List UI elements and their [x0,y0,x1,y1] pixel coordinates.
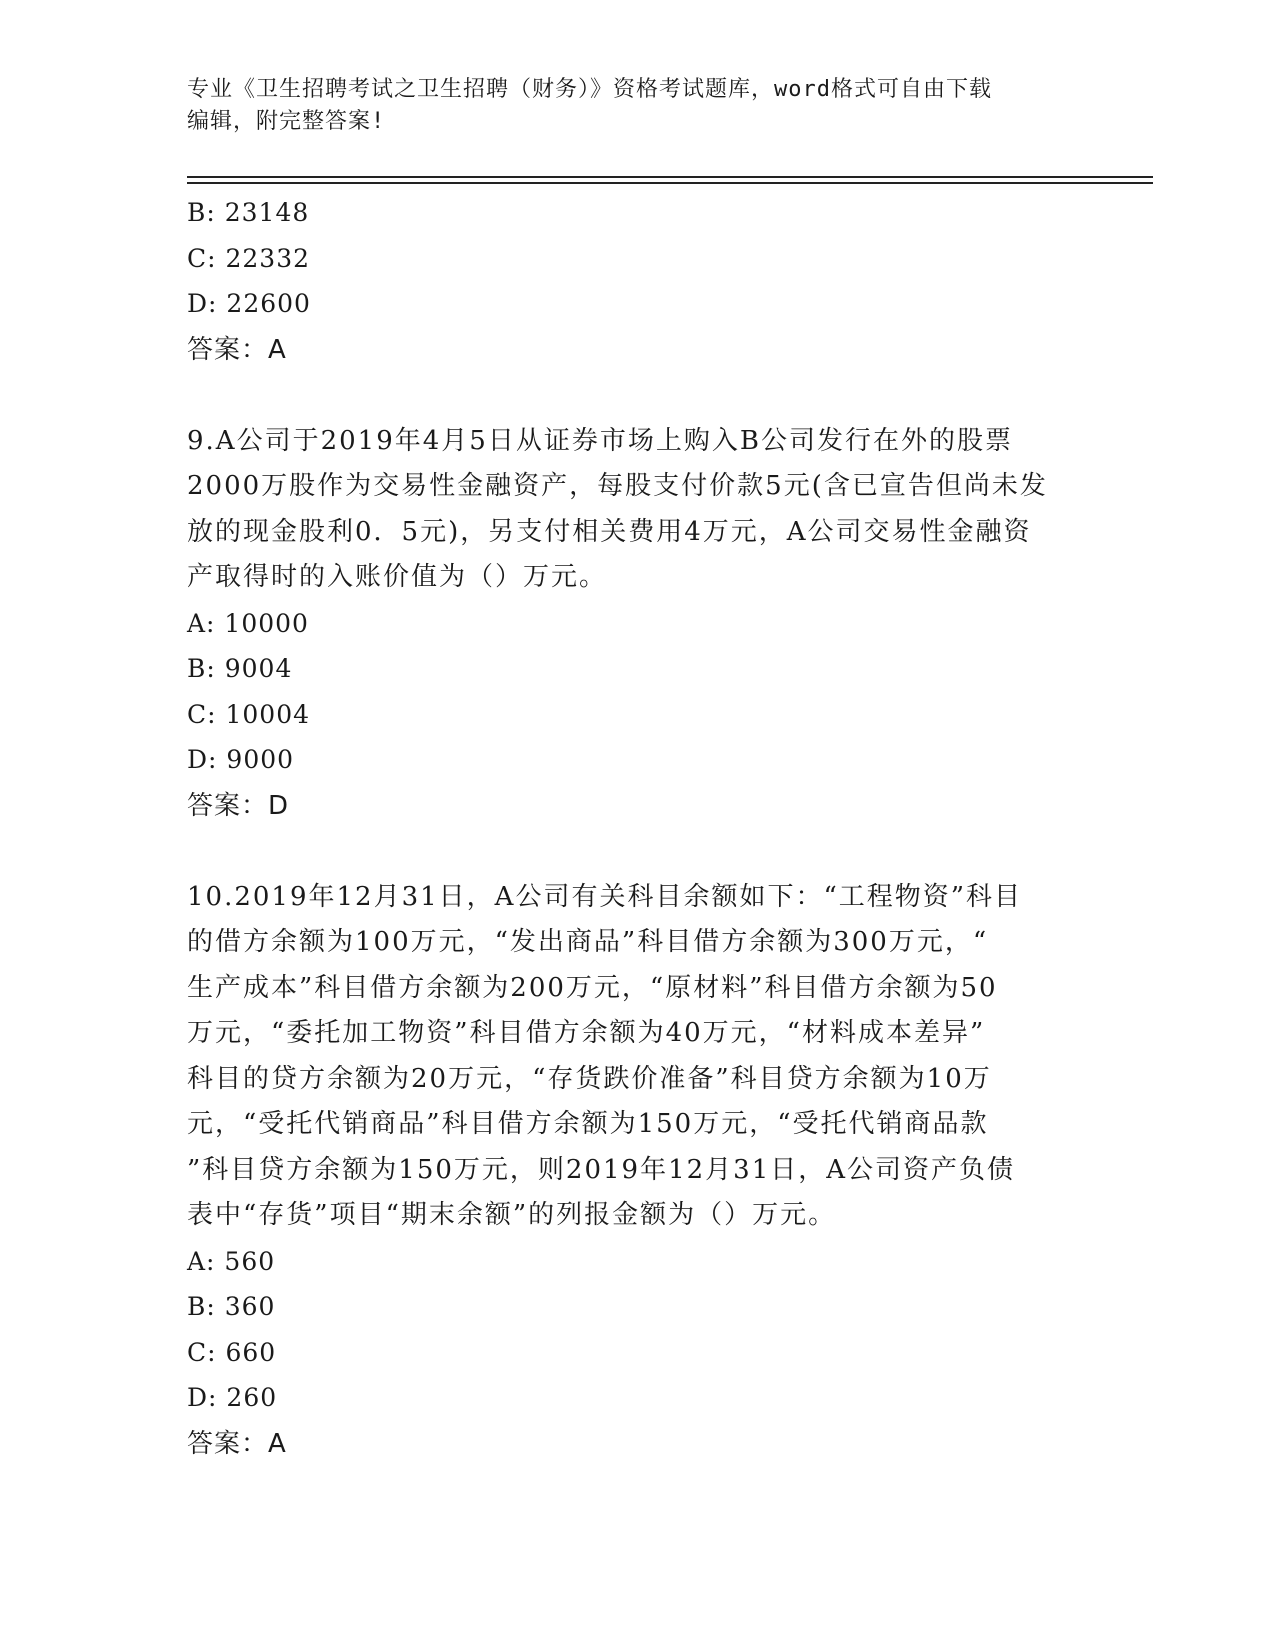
question-10 [187,875,1087,1467]
option-c: C: 10004 [187,699,311,729]
question-line: 科目的贷方余额为20万元，“存货跌价准备”科目贷方余额为10万 [187,1063,992,1094]
question-line: 10.2019年12月31日，A公司有关科目余额如下：“工程物资”科目 [187,881,1023,912]
option-a: A: 10000 [187,608,309,638]
question-line: 元，“受托代销商品”科目借方余额为150万元，“受托代销商品款 [187,1109,989,1139]
question-line: 产取得时的入账价值为（）万元。 [187,562,608,592]
option-d: D: 260 [187,1383,278,1412]
question-line: ”科目贷方余额为150万元，则2019年12月31日，A公司资产负债 [187,1154,1016,1185]
question-line: 2000万股作为交易性金融资产，每股支付价款5元(含已宣告但尚未发 [187,471,1048,501]
question-line: 的借方余额为100万元，“发出商品”科目借方余额为300万元，“ [187,927,989,957]
option-b: B: 9004 [187,654,293,683]
question-line: 万元，“委托加工物资”科目借方余额为40万元，“材料成本差异” [187,1018,986,1048]
question-9 [187,419,1087,829]
question-line: 9.A公司于2019年4月5日从证券市场上购入B公司发行在外的股票 [187,425,1013,456]
header-divider-bottom [187,182,1153,184]
answer-line: 答案：A [187,334,287,365]
previous-question [187,190,1087,373]
document-header [187,74,1077,138]
question-text [187,419,1087,601]
header-title-line-2: 编辑，附完整答案! [187,109,386,134]
answer-line: 答案：A [187,1428,287,1459]
option-b: B: 23148 [187,198,310,227]
option-c: C: 660 [187,1337,277,1367]
option-a: A: 560 [187,1246,276,1276]
answer-line: 答案：D [187,790,290,821]
option-c: C: 22332 [187,243,311,273]
document-body [187,190,1087,1467]
option-b: B: 360 [187,1292,276,1321]
question-line: 表中“存货”项目“期末余额”的列报金额为（）万元。 [187,1200,837,1230]
header-divider-top [187,176,1153,178]
option-d: D: 22600 [187,289,311,318]
header-title-line-1: 专业《卫生招聘考试之卫生招聘（财务）》资格考试题库，word格式可自由下载 [187,77,992,102]
question-line: 生产成本”科目借方余额为200万元，“原材料”科目借方余额为50 [187,972,998,1003]
question-text [187,875,1087,1239]
option-d: D: 9000 [187,745,295,774]
question-line: 放的现金股利0．5元)，另支付相关费用4万元，A公司交易性金融资 [187,516,1032,547]
